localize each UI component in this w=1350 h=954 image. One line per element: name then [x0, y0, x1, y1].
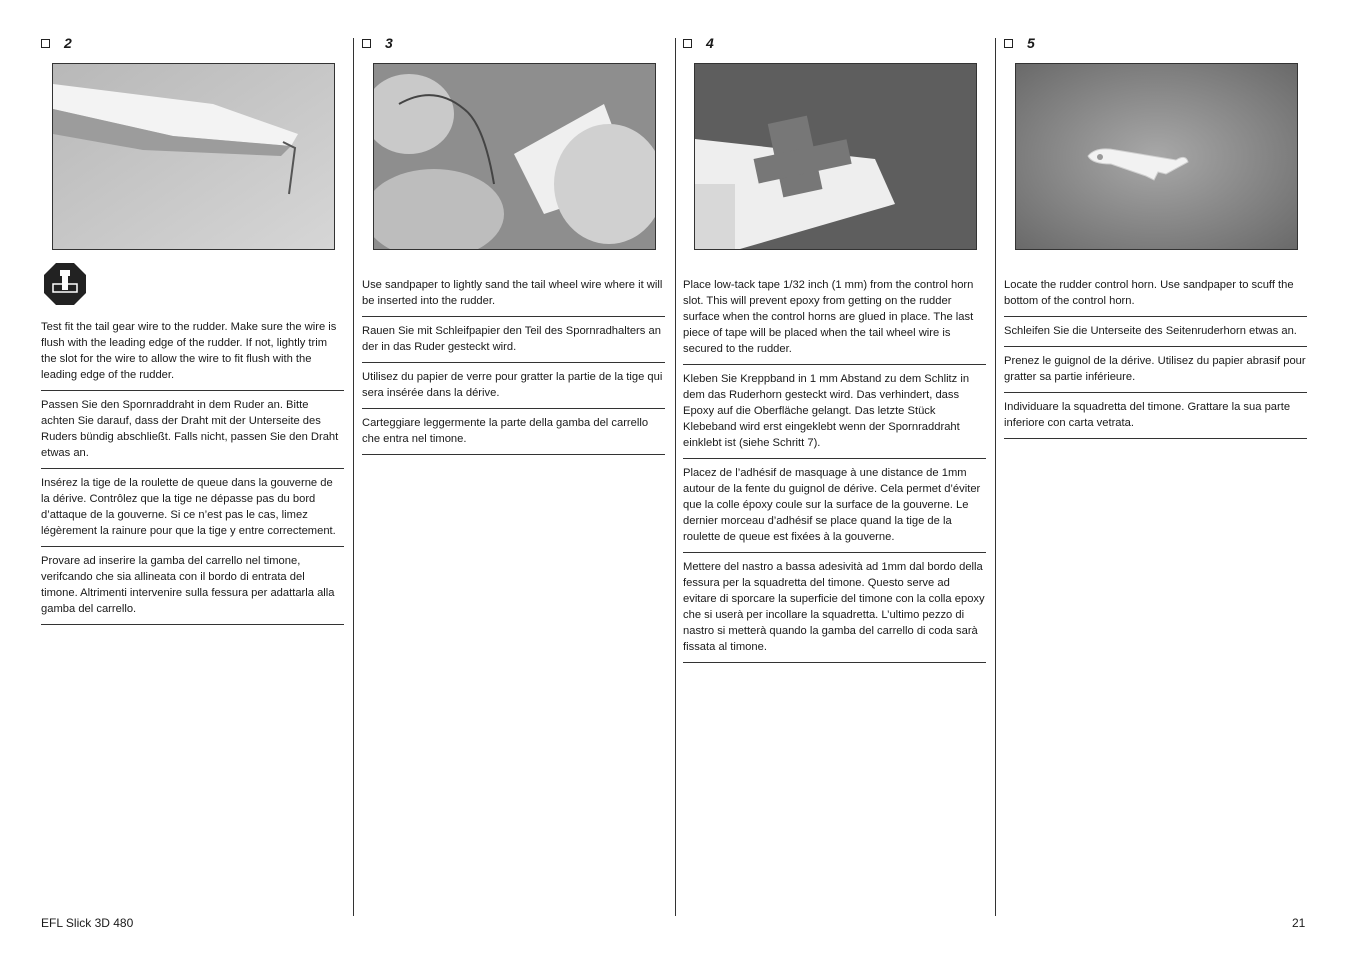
- step-5-photo: [1015, 63, 1298, 250]
- checkbox-icon[interactable]: [1004, 39, 1013, 48]
- instruction-de: Schleifen Sie die Unterseite des Seitenruderhorn etwas an.: [1004, 317, 1307, 347]
- instruction-it: Mettere del nastro a bassa adesività ad 1mm dal bordo della fessura per la squadretta del timone. Questo serve ad evitare di sporcare la superficie del timone con la colla epoxy che si userà per incollare la squadretta. L’ultimo pezzo di nastro si metterà quando la gamba del carrello di coda sarà fissata al timone.: [683, 553, 986, 663]
- instruction-fr: Utilisez du papier de verre pour gratter la partie de la tige qui sera insérée dans la dérive.: [362, 363, 665, 409]
- step-5-column: [1004, 34, 1307, 439]
- step-3-photo: [373, 63, 656, 250]
- step-number: 4: [706, 35, 714, 51]
- instruction-it: Individuare la squadretta del timone. Grattare la sua parte inferiore con carta vetrata.: [1004, 393, 1307, 439]
- step-2-header: [41, 34, 344, 52]
- column-divider: [675, 38, 676, 916]
- page-number: 21: [1292, 916, 1306, 930]
- checkbox-icon[interactable]: [41, 39, 50, 48]
- instruction-it: Provare ad inserire la gamba del carrello nel timone, verifcando che sia allineata con il bordo di entrata del timone. Altrimenti intervenire sulla fessura per adattarla alla gamba del carrello.: [41, 547, 344, 625]
- instruction-it: Carteggiare leggermente la parte della gamba del carrello che entra nel timone.: [362, 409, 665, 455]
- step-3-column: [362, 34, 665, 455]
- step-2-photo: [52, 63, 335, 250]
- step-number: 2: [64, 35, 72, 51]
- column-divider: [995, 38, 996, 916]
- instruction-en: Use sandpaper to lightly sand the tail wheel wire where it will be inserted into the rudder.: [362, 277, 665, 317]
- checkbox-icon[interactable]: [683, 39, 692, 48]
- instruction-en: Locate the rudder control horn. Use sandpaper to scuff the bottom of the control horn.: [1004, 277, 1307, 317]
- step-4-header: [683, 34, 986, 52]
- instruction-fr: Placez de l’adhésif de masquage à une distance de 1mm autour de la fente du guignol de dérive. Cela permet d’éviter que la colle époxy coule sur la surface de la gouverne. Le dernier morceau d’adhésif se place quand la tige de la roulette de queue est fixées à la gouverne.: [683, 459, 986, 553]
- step-4-photo: [694, 63, 977, 250]
- checkbox-icon[interactable]: [362, 39, 371, 48]
- instruction-de: Rauen Sie mit Schleifpapier den Teil des Spornradhalters an der in das Ruder gesteckt wird.: [362, 317, 665, 363]
- instruction-en: Place low-tack tape 1/32 inch (1 mm) from the control horn slot. This will prevent epoxy from getting on the rudder surface when the control horns are glued in place. The last piece of tape will be placed when the tail wheel wire is secured to the rudder.: [683, 277, 986, 365]
- instruction-de: Kleben Sie Kreppband in 1 mm Abstand zu dem Schlitz in dem das Ruderhorn gesteckt wird. Das verhindert, dass Epoxy auf die Oberfläche gelangt. Das letzte Stück Klebeband wird erst eingeklebt wenn der Spornraddraht einklebt ist (siehe Schritt 7).: [683, 365, 986, 459]
- footer-title: EFL Slick 3D 480: [41, 916, 134, 930]
- step-5-header: [1004, 34, 1307, 52]
- glue-clamp-octagon-icon: [43, 262, 87, 306]
- step-3-header: [362, 34, 665, 52]
- step-number: 5: [1027, 35, 1035, 51]
- step-number: 3: [385, 35, 393, 51]
- column-divider: [353, 38, 354, 916]
- step-2-column: [41, 34, 344, 625]
- instruction-fr: Prenez le guignol de la dérive. Utilisez du papier abrasif pour gratter sa partie inférieure.: [1004, 347, 1307, 393]
- instruction-de: Passen Sie den Spornraddraht in dem Ruder an. Bitte achten Sie darauf, dass der Draht mit der Unterseite des Ruders bündig abschließt. Falls nicht, passen Sie den Draht etwas an.: [41, 391, 344, 469]
- step-4-column: [683, 34, 986, 663]
- instruction-fr: Insérez la tige de la roulette de queue dans la gouverne de la dérive. Contrôlez que la tige ne dépasse pas du bord d’attaque de la gouverne. Si ce n’est pas le cas, limez légèrement la rainure pour que la tige y entre correctement.: [41, 469, 344, 547]
- instruction-en: Test fit the tail gear wire to the rudder. Make sure the wire is flush with the leading edge of the rudder. If not, lightly trim the slot for the wire to allow the wire to fit flush with the leading edge of the rudder.: [41, 319, 344, 391]
